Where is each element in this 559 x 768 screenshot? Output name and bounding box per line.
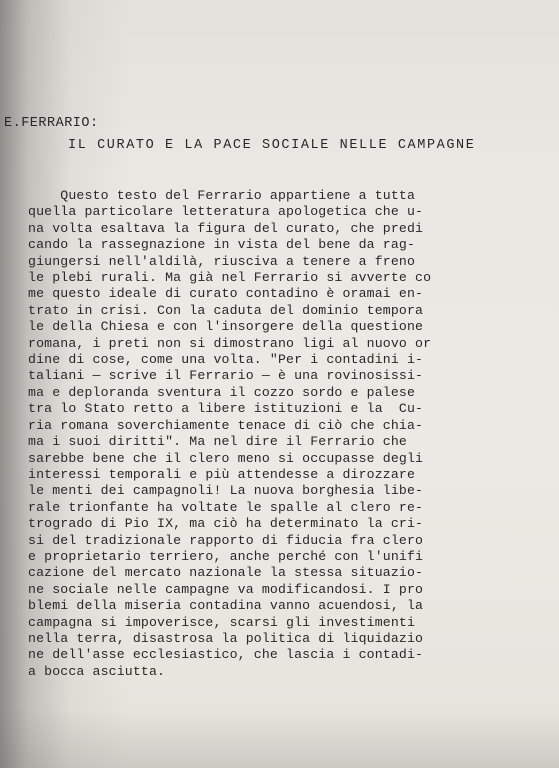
text-line: ne dell'asse ecclesiastico, che lascia i contadi-	[28, 647, 424, 663]
text-line: le plebi rurali. Ma già nel Ferrario si avverte co	[28, 270, 432, 286]
text-line: giungersi nell'aldilà, riusciva a tenere a freno	[28, 253, 416, 269]
text-line: ma i suoi diritti". Ma nel dire il Ferrario che	[28, 434, 407, 450]
author-heading: E.FERRARIO:	[4, 116, 99, 131]
text-line: romana, i preti non si dimostrano ligi al nuovo or	[28, 335, 432, 351]
page-shadow	[0, 708, 559, 768]
text-line: rale trionfante ha voltate le spalle al clero re-	[28, 499, 424, 515]
text-line: na volta esaltava la figura del curato, che predi	[28, 220, 424, 236]
text-line: cando la rassegnazione in vista del bene da rag-	[28, 237, 416, 253]
text-line: quella particolare letteratura apologetica che u-	[28, 204, 424, 220]
text-line: tra lo Stato retto a libere istituzioni e la Cu-	[28, 401, 424, 417]
text-line: nella terra, disastrosa la politica di liquidazio	[28, 630, 424, 646]
text-line: taliani — scrive il Ferrario — è una rovinosissi-	[28, 368, 424, 384]
text-line: a bocca asciutta.	[28, 663, 166, 679]
text-line: blemi della miseria contadina vanno acuendosi, la	[28, 598, 424, 614]
text-line: e proprietario terriero, anche perché con l'unifi	[28, 548, 424, 564]
text-line: si del tradizionale rapporto di fiducia fra clero	[28, 532, 424, 548]
text-line: le menti dei campagnoli! La nuova borghesia libe-	[28, 483, 424, 499]
text-line: interessi temporali e più attendesse a dirozzare	[28, 466, 416, 482]
text-line: cazione del mercato nazionale la stessa situazio-	[28, 565, 424, 581]
text-line: sarebbe bene che il clero meno si occupasse degli	[28, 450, 424, 466]
text-line: trato in crisi. Con la caduta del dominio tempora	[28, 302, 424, 318]
text-line: campagna si impoverisce, scarsi gli investimenti	[28, 614, 416, 630]
text-line: ne sociale nelle campagne va modificandosi. I pro	[28, 581, 424, 597]
text-line: ria romana soverchiamente tenace di ciò che chia-	[28, 417, 424, 433]
text-line: ma e deploranda sventura il cozzo sordo e palese	[28, 384, 416, 400]
text-line: trogrado di Pio IX, ma ciò ha determinato la cri-	[28, 516, 424, 532]
text-line: me questo ideale di curato contadino è oramai en-	[28, 286, 424, 302]
text-line: Questo testo del Ferrario appartiene a tutta	[28, 188, 416, 203]
text-line: le della Chiesa e con l'insorgere della questione	[28, 319, 424, 335]
body-paragraph	[28, 188, 553, 680]
chapter-title: IL CURATO E LA PACE SOCIALE NELLE CAMPAGNE	[68, 138, 476, 153]
text-line: dine di cose, come una volta. "Per i contadini i-	[28, 352, 424, 368]
